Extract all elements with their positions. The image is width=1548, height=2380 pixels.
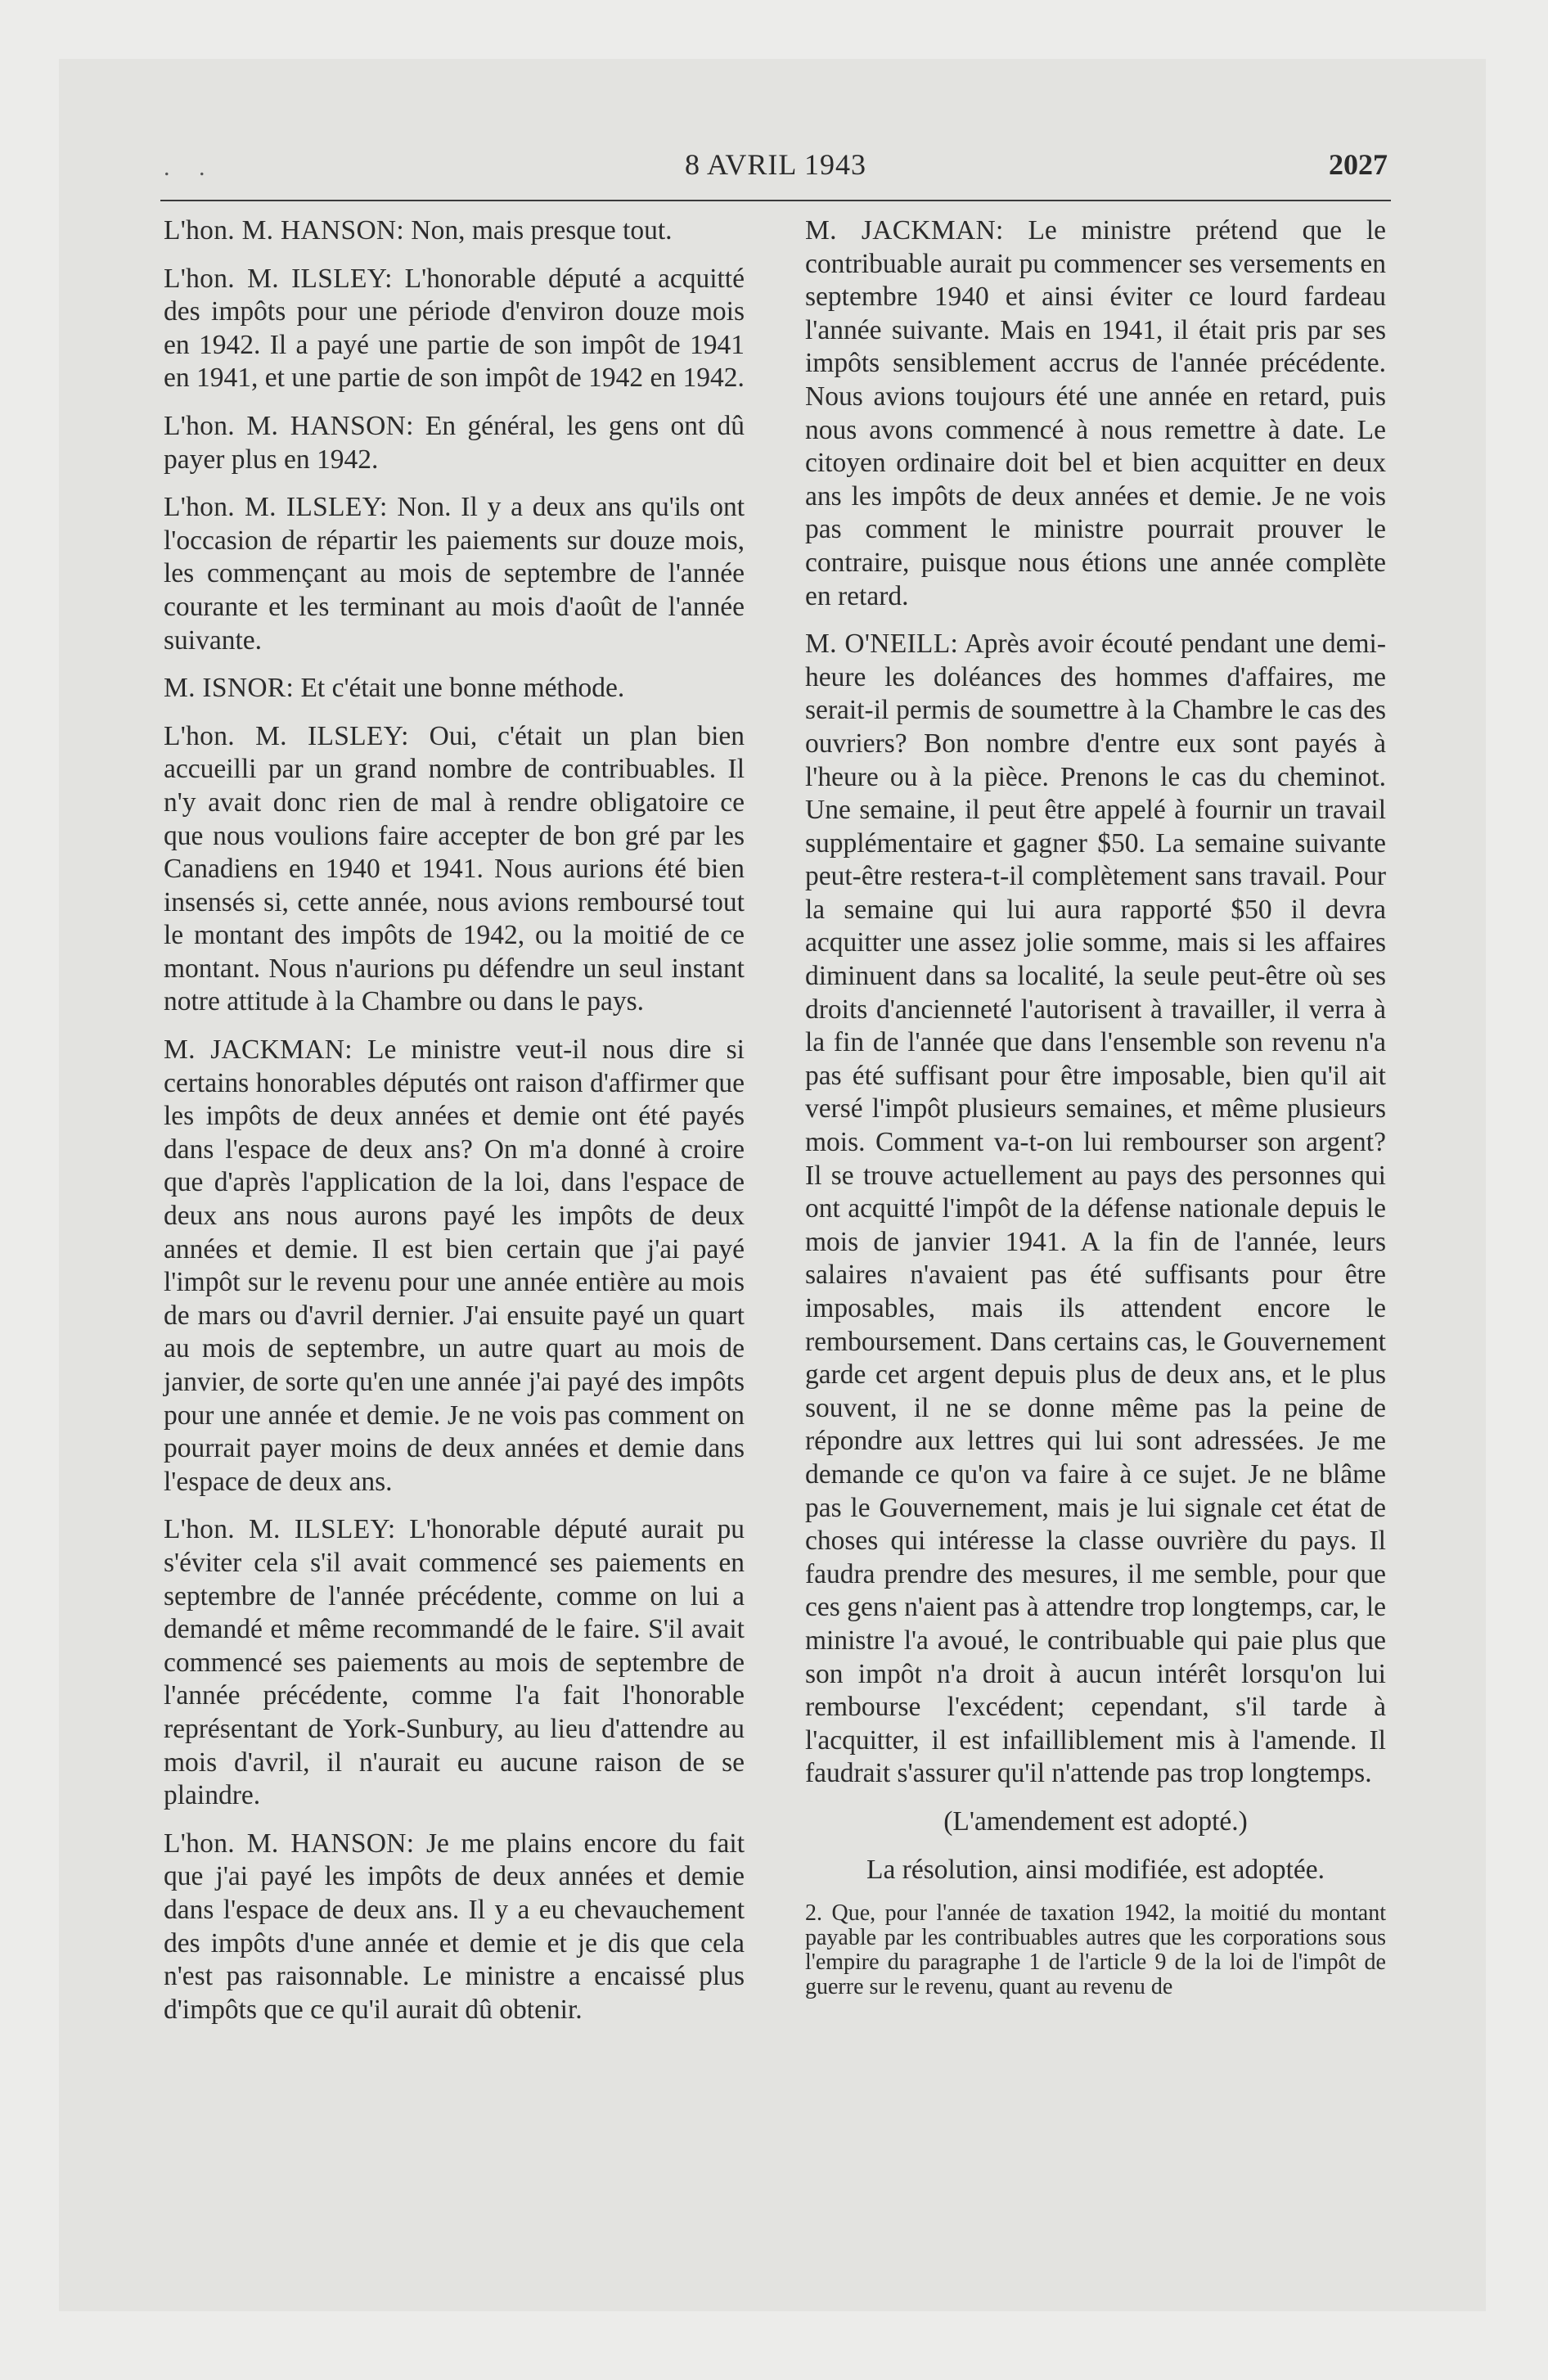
paragraph: [164, 720, 745, 1019]
paragraph: [805, 628, 1386, 1791]
speaker-name: M. JACKMAN:: [164, 1034, 353, 1066]
paragraph-text: Le ministre veut-il nous dire si certains honorables députés ont raison d'affirmer que les impôts de deux années et demie ont été payés dans l'espace de deux ans? On m'a donné à croire que d'après l'application de la loi, dans l'espace de deux ans nous aurons payé les impôts de deux années et demie. Il est bien certain que j'ai payé l'impôt sur le revenu pour une année entière au mois de mars ou d'avril dernier. J'ai ensuite payé un quart au mois de septembre, un autre quart au mois de janvier, de sorte qu'en une année j'ai payé des impôts pour une année et demie. Je ne vois pas comment on pourrait payer moins de deux années et demie dans l'espace de deux ans.: [164, 1034, 745, 1497]
resolution-text: 2. Que, pour l'année de taxation 1942, la moitié du montant payable par les contribuables autres que les corporations sous l'empire du paragraphe 1 de l'article 9 de la loi de l'impôt de guerre sur le revenu, quant au revenu de: [805, 1900, 1386, 2000]
paragraph: [164, 672, 745, 705]
page-number: 2027: [1329, 148, 1388, 181]
left-column: [164, 214, 745, 2041]
paragraph: [164, 491, 745, 657]
right-column: [805, 214, 1386, 2014]
paragraph: [164, 214, 745, 248]
paragraph-text: Non. Il y a deux ans qu'ils ont l'occasion de répartir les paiements sur douze mois, les commençant au mois de septembre de l'année courante et les terminant au mois d'août de l'année suivante.: [164, 492, 745, 656]
speaker-name: L'hon. M. HANSON:: [164, 1828, 415, 1859]
paragraph: [164, 1828, 745, 2027]
speaker-name: M. JACKMAN:: [805, 215, 1004, 246]
paragraph-text: Oui, c'était un plan bien accueilli par un grand nombre de contribuables. Il n'y avait donc rien de mal à rendre obligatoire ce que nous voulions faire accepter de bon gré par les Canadiens en 1940 et 1941. Nous aurions été bien insensés si, cette année, nous avions remboursé tout le montant des impôts de 1942, ou la moitié de ce montant. Nous n'aurions pu défendre un seul instant notre attitude à la Chambre ou dans le pays.: [164, 720, 745, 1017]
paragraph-text: Non, mais presque tout.: [411, 215, 673, 246]
paragraph-text: Le ministre prétend que le contribuable aurait pu commencer ses versements en septembre 1940 et ainsi éviter ce lourd fardeau l'année suivante. Mais en 1941, il était pris par ses impôts sensiblement accrus de l'année précédente. Nous avions toujours été une année en retard, puis nous avons commencé à nous remettre à date. Le citoyen ordinaire doit bel et bien acquitter en deux ans les impôts de deux années et demie. Je ne vois pas comment le ministre pourrait prouver le contraire, puisque nous étions une année complète en retard.: [805, 215, 1386, 611]
amendment-note: (L'amendement est adopté.): [943, 1805, 1248, 1837]
speaker-name: M. ISNOR:: [164, 673, 295, 704]
paragraph-text: Et c'était une bonne méthode.: [300, 673, 625, 704]
speaker-name: L'hon. M. ILSLEY:: [164, 720, 409, 751]
paragraph: [164, 410, 745, 476]
speaker-name: L'hon. M. HANSON:: [164, 410, 414, 441]
page-header: [164, 144, 1388, 185]
paragraph: [164, 263, 745, 395]
adoption-note: La résolution, ainsi modifiée, est adoptée.: [866, 1854, 1325, 1885]
speaker-name: L'hon. M. ILSLEY:: [164, 263, 393, 294]
paragraph-text: En général, les gens ont dû payer plus en 1942.: [164, 410, 745, 475]
paragraph: [805, 214, 1386, 613]
paragraph: [164, 1513, 745, 1812]
speaker-name: M. O'NEILL:: [805, 629, 959, 660]
header-dots: . .: [164, 154, 217, 181]
speaker-name: L'hon. M. ILSLEY:: [164, 1514, 396, 1545]
paragraph-text: Je me plains encore du fait que j'ai payé les impôts de deux années et demie dans l'espace de deux ans. Il y a eu chevauchement des impôts d'une année et demie et je dis que cela n'est pas raisonnable. Le ministre a encaissé plus d'impôts que ce qu'il aurait dû obtenir.: [164, 1828, 745, 2025]
paragraph-text: L'honorable député aurait pu s'éviter cela s'il avait commencé ses paiements en septembre de l'année précédente, comme on lui a demandé et même recommandé de le faire. S'il avait commencé ses paiements au mois de septembre de l'année précédente, comme l'a fait l'honorable représentant de York-Sunbury, au lieu d'attendre au mois d'avril, il n'aurait eu aucune raison de se plaindre.: [164, 1514, 745, 1811]
page-date: 8 AVRIL 1943: [684, 148, 867, 181]
paragraph: [164, 1034, 745, 1499]
speaker-name: L'hon. M. ILSLEY:: [164, 492, 388, 523]
paragraph-text: L'honorable député a acquitté des impôts pour une période d'environ douze mois en 1942. Il a payé une partie de son impôt de 1941 en 1941, et une partie de son impôt de 1942 en 1942.: [164, 263, 745, 394]
paragraph-text: Après avoir écouté pendant une demi-heure les doléances des hommes d'affaires, me serait-il permis de soumettre à la Chambre le cas des ouvriers? Bon nombre d'entre eux sont payés à l'heure ou à la pièce. Prenons le cas du cheminot. Une semaine, il peut être appelé à fournir un travail supplémentaire et gagner $50. La semaine suivante peut-être restera-t-il complètement sans travail. Pour la semaine qui lui aura rapporté $50 il devra acquitter une assez jolie somme, mais si les affaires diminuent dans sa localité, la seule peut-être où ses droits d'ancienneté l'autorisent à travailler, il verra à la fin de l'année que dans l'ensemble son revenu n'a pas été suffisant pour être imposable, bien qu'il ait versé l'impôt plusieurs semaines, et même plusieurs mois. Comment va-t-on lui rembourser son argent? Il se trouve actuellement au pays des personnes qui ont acquitté l'impôt de la défense nationale depuis le mois de janvier 1941. A la fin de l'année, leurs salaires n'avaient pas été suffisants pour être imposables, mais ils attendent encore le remboursement. Dans certains cas, le Gouvernement garde cet argent depuis plus de deux ans, et le plus souvent, il ne se donne même pas la peine de répondre aux lettres qui lui sont adressées. Je me demande ce qu'on va faire à ce sujet. Je ne blâme pas le Gouvernement, mais je lui signale cet état de choses qui intéresse la classe ouvrière du pays. Il faudra prendre des mesures, il me semble, pour que ces gens n'aient pas à attendre trop longtemps, car, le ministre l'a avoué, le contribuable qui paie plus que son impôt n'a droit à aucun intérêt lorsqu'on lui rembourse l'excédent; cependant, s'il tarde à l'acquitter, il est infailliblement mis à l'amende. Il faudrait s'assurer qu'il n'attende pas trop longtemps.: [805, 629, 1386, 1789]
header-rule: [160, 200, 1391, 201]
speaker-name: L'hon. M. HANSON:: [164, 215, 405, 246]
